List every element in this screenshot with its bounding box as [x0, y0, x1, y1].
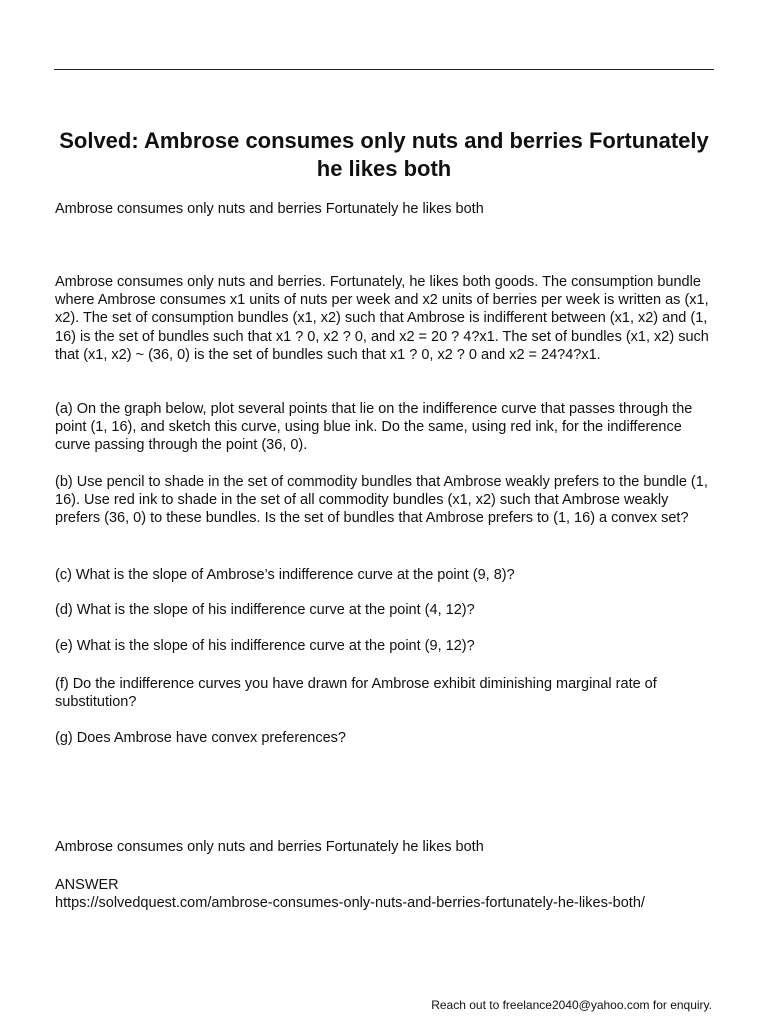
- header-divider: [54, 69, 714, 70]
- page-title: Solved: Ambrose consumes only nuts and berries Fortunately he likes both: [59, 128, 709, 181]
- intro-paragraph: Ambrose consumes only nuts and berries. Fortunately, he likes both goods. The consumption bundle where Ambrose consumes x1 units of nuts per week and x2 units of berries per week is written as (x1, x2). The set of consumption bundles (x1, x2) such that Ambrose is indifferent between (x1, x2) and (1, 16) is the set of bundles such that x1 ? 0, x2 ? 0, and x2 = 20 ? 4?x1. The set of bundles (x1, x2) such that (x1, x2) ~ (36, 0) is the set of bundles such that x1 ? 0, x2 ? 0 and x2 = 24?4?x1.: [55, 274, 709, 363]
- question-d: (d) What is the slope of his indifference curve at the point (4, 12)?: [55, 602, 475, 618]
- question-g: (g) Does Ambrose have convex preferences?: [55, 730, 346, 746]
- question-e: (e) What is the slope of his indifference curve at the point (9, 12)?: [55, 638, 475, 654]
- question-c: (c) What is the slope of Ambrose’s indifference curve at the point (9, 8)?: [55, 567, 515, 583]
- answer-label: ANSWER: [55, 877, 119, 893]
- question-a: (a) On the graph below, plot several points that lie on the indifference curve that passes through the point (1, 16), and sketch this curve, using blue ink. Do the same, using red ink, for the indifference curve passing through the point (36, 0).: [55, 401, 693, 454]
- page-subtitle: Ambrose consumes only nuts and berries Fortunately he likes both: [55, 201, 484, 217]
- answer-section: [55, 876, 735, 912]
- footer-contact: Reach out to freelance2040@yahoo.com for enquiry.: [431, 998, 712, 1012]
- question-f: (f) Do the indifference curves you have drawn for Ambrose exhibit diminishing marginal rate of substitution?: [55, 676, 657, 711]
- question-b: (b) Use pencil to shade in the set of commodity bundles that Ambrose weakly prefers to the bundle (1, 16). Use red ink to shade in the set of all commodity bundles (x1, x2) such that Ambrose weakly prefers (36, 0) to these bundles. Is the set of bundles that Ambrose prefers to (1, 16) a convex set?: [55, 474, 708, 527]
- answer-link[interactable]: https://solvedquest.com/ambrose-consumes-only-nuts-and-berries-fortunately-he-likes-both/: [55, 895, 645, 911]
- repeated-title: Ambrose consumes only nuts and berries Fortunately he likes both: [55, 839, 484, 855]
